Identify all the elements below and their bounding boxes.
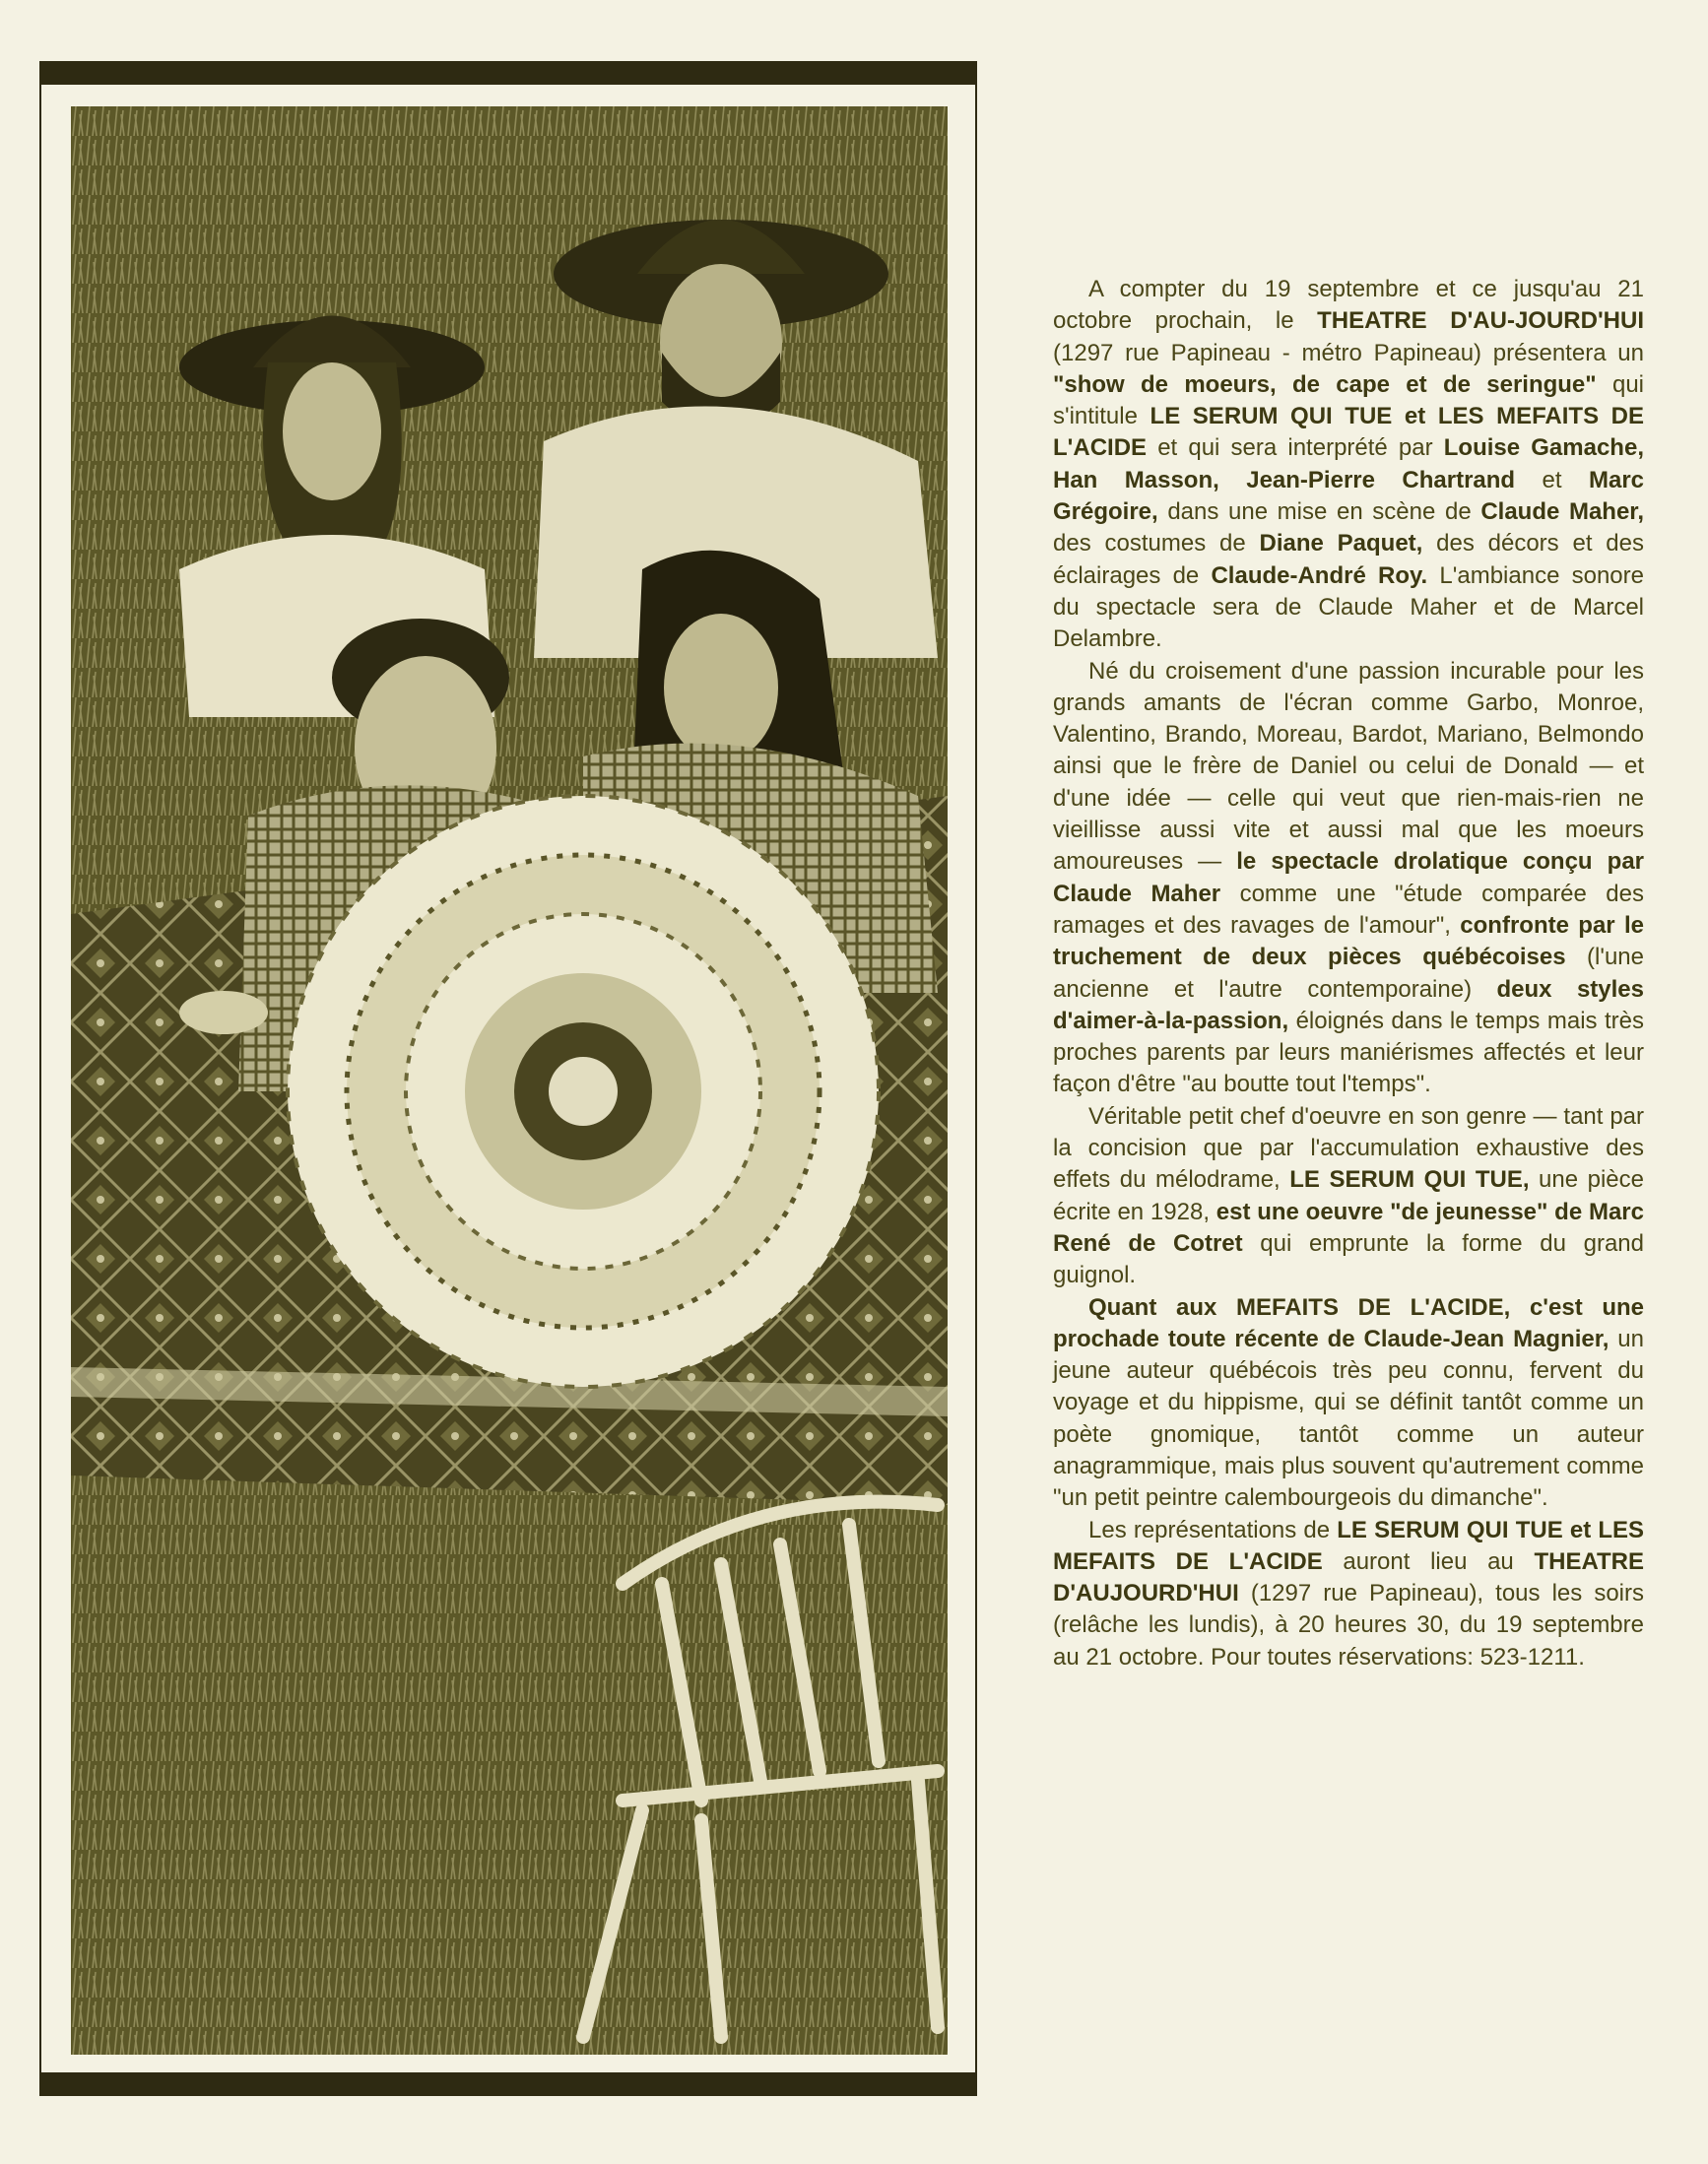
bold-run: LE SERUM QUI TUE et LES MEFAITS DE L'ACIDE	[1053, 403, 1645, 462]
text-run: et qui sera interprété par	[1147, 434, 1444, 462]
bold-run: Marc Grégoire,	[1053, 466, 1645, 526]
text-run: éloignés dans le temps mais très proches parents par leurs maniérismes affectés et leur façon d'être "au boutte tout l'temps".	[1053, 1007, 1644, 1098]
bold-run: le spectacle drolatique conçu par Claude Maher	[1053, 848, 1645, 907]
text-run: A compter du 19 septembre et ce jusqu'au 21 octobre prochain, le	[1053, 276, 1644, 335]
bold-run: deux styles d'aimer-à-la-passion,	[1053, 975, 1645, 1034]
cast-photo-illustration	[71, 106, 948, 2055]
text-run: (1297 rue Papineau - métro Papineau) présentera un	[1053, 339, 1644, 366]
paragraph-4	[1053, 1292, 1644, 1515]
text-run: et	[1515, 466, 1589, 493]
bold-run: LE SERUM QUI TUE,	[1289, 1166, 1530, 1194]
bold-run: Louise Gamache, Han Masson, Jean-Pierre Chartrand	[1053, 434, 1644, 493]
text-run: qui emprunte la forme du grand guignol.	[1053, 1229, 1644, 1289]
bold-run: THEATRE D'AU-JOURD'HUI	[1317, 307, 1644, 335]
paragraph-2	[1053, 656, 1644, 1101]
cast-photo	[71, 106, 948, 2055]
bold-run: Claude Maher,	[1480, 498, 1644, 526]
bold-run: Claude-André Roy.	[1211, 561, 1428, 589]
bottom-rule	[39, 2072, 977, 2096]
text-run: une pièce écrite en 1928,	[1053, 1166, 1644, 1225]
text-run: qui s'intitule	[1053, 370, 1644, 430]
text-run: dans une mise en scène de	[1157, 498, 1481, 526]
bold-run: Diane Paquet,	[1259, 530, 1423, 557]
photo-frame	[39, 85, 977, 2072]
paragraph-1	[1053, 274, 1644, 656]
text-run: des costumes de	[1053, 530, 1260, 557]
paragraph-5	[1053, 1515, 1644, 1673]
paragraph-3	[1053, 1101, 1644, 1292]
text-run: L'ambiance sonore du spectacle sera de Claude Maher et de Marcel Delambre.	[1053, 561, 1644, 653]
text-run: Véritable petit chef d'oeuvre en son genre — tant par la concision que par l'accumulation exhaustive des effets du mélodrame,	[1053, 1102, 1644, 1194]
text-run: (l'une ancienne et l'autre contemporaine)	[1053, 944, 1645, 1003]
bold-run: LE SERUM QUI TUE et LES MEFAITS DE L'ACIDE	[1053, 1516, 1645, 1575]
text-run: des décors et des éclairages de	[1053, 530, 1644, 589]
article-text	[1053, 274, 1644, 1673]
bold-run: est une oeuvre "de jeunesse" de Marc René de Cotret	[1053, 1198, 1644, 1257]
text-run: comme une "étude comparée des ramages et des ravages de l'amour",	[1053, 880, 1645, 939]
text-run: Les représentations de	[1088, 1516, 1338, 1543]
bold-run: "show de moeurs, de cape et de seringue"	[1053, 370, 1597, 398]
top-rule	[39, 61, 977, 85]
bold-run: confronte par le truchement de deux pièces québécoises	[1053, 911, 1644, 971]
text-run: Né du croisement d'une passion incurable pour les grands amants de l'écran comme Garbo, Monroe, Valentino, Brando, Moreau, Bardot, Mariano, Belmondo ainsi que le frère de Daniel ou celui de Donald — et d'une idée — celle qui veut que rien-mais-rien ne vieillisse aussi vite et aussi mal que les moeurs amoureuses —	[1053, 657, 1644, 876]
bold-run: THEATRE D'AUJOURD'HUI	[1053, 1547, 1645, 1607]
text-run: (1297 rue Papineau), tous les soirs (relâche les lundis), à 20 heures 30, du 19 septembre au 21 octobre. Pour toutes réservations: 523-1211.	[1053, 1580, 1644, 1671]
text-run: un jeune auteur québécois très peu connu, fervent du voyage et du hippisme, qui se définit tantôt comme un poète gnomique, tantôt comme un auteur anagrammique, mais plus souvent qu'autrement comme "un petit peintre calembourgeois du dimanche".	[1053, 1325, 1644, 1512]
text-run: auront lieu au	[1322, 1547, 1535, 1575]
bold-run: Quant aux MEFAITS DE L'ACIDE, c'est une prochade toute récente de Claude-Jean Magnier,	[1053, 1293, 1644, 1352]
